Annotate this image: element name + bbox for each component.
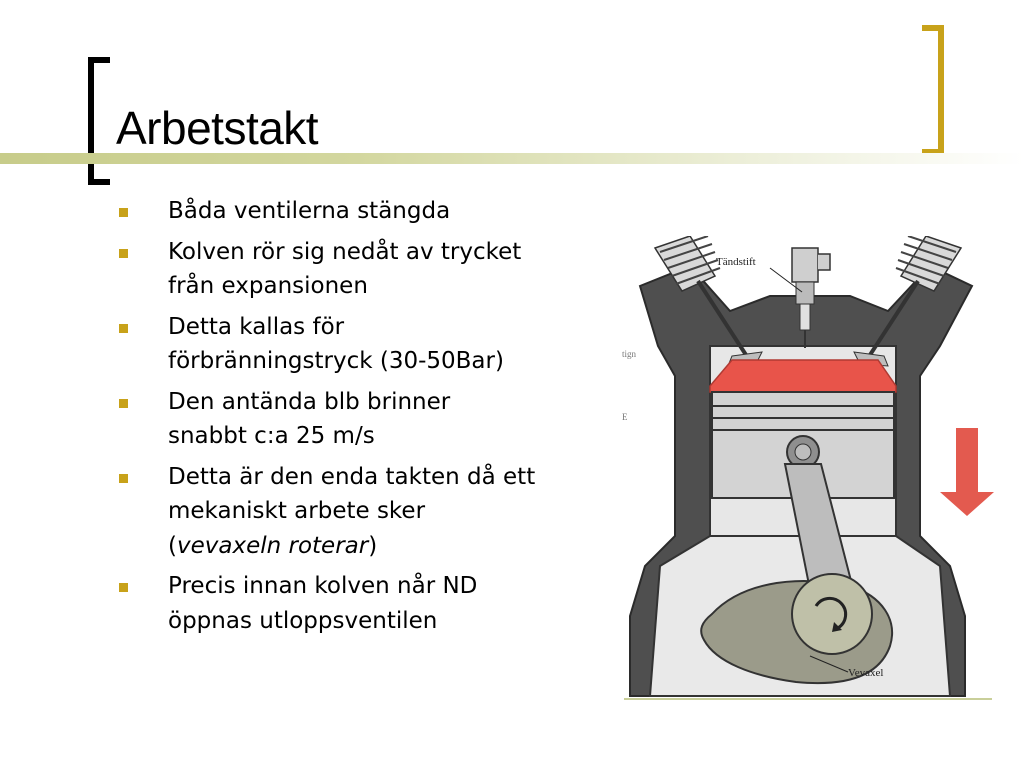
- spark-plug-label: Tändstift: [716, 256, 756, 268]
- bullet-marker-icon: [119, 474, 128, 483]
- bullet-text: Detta kallas för förbränningstryck (30-50Bar): [168, 313, 504, 374]
- bullet-item: [116, 194, 536, 229]
- bullet-marker-icon: [119, 583, 128, 592]
- bullet-item: [116, 460, 536, 564]
- combustion-chamber: [710, 360, 896, 392]
- bullet-text-after: ): [368, 532, 378, 559]
- bullet-text: Precis innan kolven når ND öppnas utloppsventilen: [168, 573, 478, 634]
- slide-title: Arbetstakt: [116, 102, 319, 154]
- bullet-text: Båda ventilerna stängda: [168, 198, 451, 224]
- bullet-item: [116, 310, 536, 379]
- bullet-marker-icon: [119, 399, 128, 408]
- cropped-edge-label-mid: E: [622, 412, 628, 422]
- bullet-marker-icon: [119, 249, 128, 258]
- bullet-item: [116, 385, 536, 454]
- bullet-item: [116, 569, 536, 638]
- bullet-marker-icon: [119, 324, 128, 333]
- bullet-list: [116, 194, 536, 644]
- down-arrow-icon: [940, 428, 994, 516]
- crankshaft-label: Vevaxel: [848, 667, 884, 679]
- bullet-text: Kolven rör sig nedåt av trycket från expansionen: [168, 238, 522, 299]
- bullet-item: [116, 235, 536, 304]
- title-bracket-left: [88, 57, 110, 185]
- bullet-marker-icon: [119, 208, 128, 217]
- bullet-text: Den antända blb brinner snabbt c:a 25 m/s: [168, 388, 451, 449]
- bullet-text-italic: vevaxeln roterar: [176, 532, 369, 559]
- cropped-edge-label-top: tign: [622, 349, 637, 359]
- bullet-text-before: Detta är den enda takten då ett mekaniskt arbete sker (: [168, 463, 536, 559]
- title-bracket-right: [922, 25, 944, 155]
- engine-power-stroke-diagram: [620, 236, 996, 702]
